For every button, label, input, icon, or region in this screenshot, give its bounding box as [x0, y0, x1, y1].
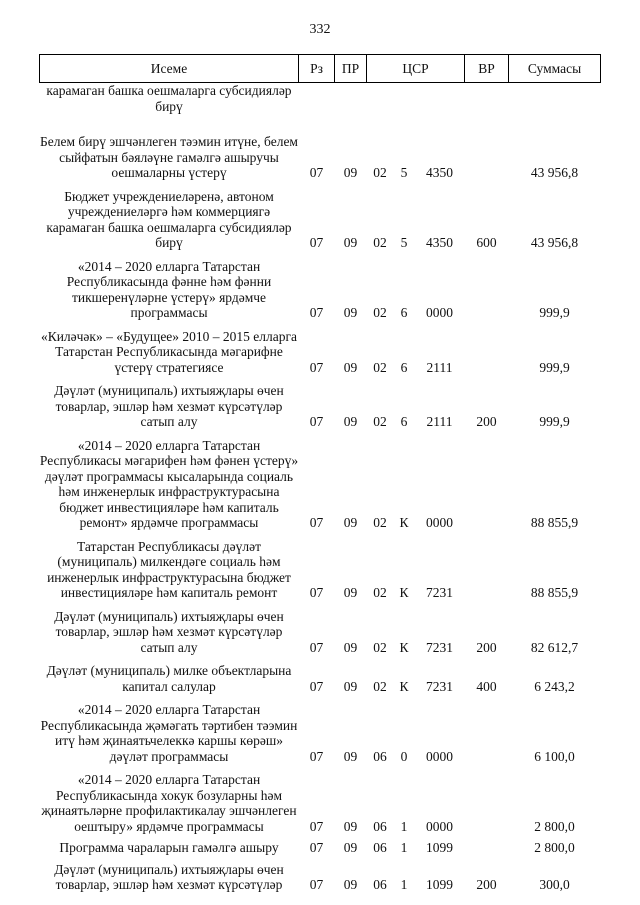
header-name: Исеме: [40, 55, 299, 83]
cell-pr: 09: [343, 165, 358, 180]
cell-name: [40, 834, 299, 856]
row-description: Дәүләт (муниципаль) милке объектларына капитал салулар: [46, 663, 292, 694]
table-header: [40, 55, 601, 83]
cell-sum: [509, 83, 601, 115]
row-description: Дәүләт (муниципаль) ихтыяҗлары өчен товарлар, эшләр һәм хезмәт күрсәтүләр: [54, 861, 284, 892]
cell-csr-part-1: 02: [373, 165, 387, 180]
cell-csr-code: 4350: [426, 165, 454, 180]
cell-csr-code: 7231: [426, 678, 454, 694]
cell-rz: 07: [309, 678, 324, 694]
cell-csr-part-1: 06: [373, 840, 387, 855]
row-description: карамаган башка оешмаларга субсидияләр бирү: [46, 83, 292, 114]
cell-rz: 07: [309, 165, 324, 180]
cell-name: [40, 114, 299, 181]
cell-name: [40, 856, 299, 893]
cell-csr-part-1: [367, 83, 394, 115]
cell-vr: [465, 321, 509, 376]
table-row: [40, 251, 601, 321]
cell-pr: 09: [343, 359, 358, 375]
cell-csr-part-2: 1: [400, 818, 408, 834]
table-row: [40, 694, 601, 764]
cell-name: [40, 655, 299, 694]
cell-rz: 07: [309, 305, 324, 320]
cell-csr-part-2: [394, 83, 415, 115]
cell-vr: [465, 114, 509, 181]
cell-csr-part-2: 6: [400, 359, 408, 375]
cell-csr-part-1: 02: [373, 305, 387, 320]
header-rz: Рз: [299, 55, 335, 83]
cell-sum: 88 855,9: [530, 585, 579, 600]
cell-pr: [335, 83, 367, 115]
cell-csr-part-2: 0: [400, 748, 408, 764]
cell-csr-part-1: 02: [373, 359, 387, 375]
cell-name: [40, 83, 299, 115]
cell-sum: 2 800,0: [534, 840, 575, 855]
table-row: [40, 430, 601, 531]
cell-vr: [465, 834, 509, 856]
cell-pr: 09: [343, 877, 358, 892]
row-description: «2014 – 2020 елларга Татарстан Республикасында фәнне һәм фәнни тикшеренүләрне үстерү» ярдәмче программасы: [66, 258, 272, 320]
cell-vr: [465, 694, 509, 764]
cell-vr: 200: [476, 414, 497, 429]
cell-csr-part-1: 06: [373, 877, 387, 892]
cell-csr-part-2: К: [399, 515, 409, 530]
cell-csr-part-2: К: [399, 678, 409, 694]
row-description: «2014 – 2020 елларга Татарстан Республикасында җәмәгать тәртибен тәэмин итү һәм җинаятьчелеккә каршы көрәш» дәүләт программасы: [40, 702, 298, 764]
cell-rz: 07: [309, 877, 324, 892]
cell-csr-code: [415, 83, 465, 115]
cell-sum: 43 956,8: [530, 235, 579, 250]
cell-pr: 09: [343, 305, 358, 320]
cell-csr-part-2: К: [399, 639, 409, 655]
cell-csr-code: 4350: [426, 235, 454, 250]
cell-csr-code: 2111: [426, 359, 453, 375]
cell-rz: 07: [309, 515, 324, 530]
cell-vr: 600: [476, 235, 497, 250]
row-description: Белем бирү эшчәнлеген тәэмин итүне, белем сыйфатын бәяләүне гамәлгә ашыручы оешмаларны үстерү: [40, 134, 298, 180]
cell-csr-code: 0000: [426, 818, 454, 834]
cell-rz: [299, 83, 335, 115]
table-row: [40, 531, 601, 601]
cell-csr-part-1: 02: [373, 639, 387, 655]
cell-rz: 07: [309, 235, 324, 250]
table-row: [40, 321, 601, 376]
row-description: Татарстан Республикасы дәүләт (муниципаль) милкендәге социаль һәм инженерлык инфраструктурасына бюджет инвестицияләре һәм капиталь ремонт: [47, 538, 291, 600]
cell-sum: 82 612,7: [530, 639, 579, 655]
cell-csr-part-1: 02: [373, 235, 387, 250]
cell-csr-code: 7231: [426, 585, 454, 600]
cell-sum: 300,0: [539, 877, 570, 892]
cell-name: [40, 764, 299, 834]
cell-csr-part-1: 02: [373, 515, 387, 530]
cell-sum: 999,9: [539, 305, 570, 320]
cell-rz: 07: [309, 840, 324, 855]
cell-csr-part-2: 6: [400, 414, 408, 429]
cell-csr-code: 7231: [426, 639, 454, 655]
row-description: «2014 – 2020 елларга Татарстан Республикасында хокук бозуларны һәм җинаятьләрне профилактикалау эшчәнлеген оештыру» ярдәмче программасы: [41, 772, 297, 834]
cell-name: [40, 601, 299, 656]
cell-vr: 200: [476, 639, 497, 655]
cell-pr: 09: [343, 639, 358, 655]
cell-sum: 2 800,0: [534, 818, 575, 834]
cell-csr-code: 0000: [426, 748, 454, 764]
cell-name: [40, 694, 299, 764]
cell-csr-part-2: 5: [400, 165, 408, 180]
cell-name: [40, 181, 299, 251]
cell-vr: [465, 251, 509, 321]
cell-name: [40, 531, 299, 601]
row-description: «2014 – 2020 елларга Татарстан Республикасы мәгарифен һәм фәнен үстерү» дәүләт программасы кысаларында социаль һәм инженерлык инфраструктурасына бюджет инвестицияләре һәм капиталь ремонт» ярдәмче программасы: [39, 437, 299, 530]
cell-csr-part-1: 06: [373, 748, 387, 764]
cell-pr: 09: [343, 678, 358, 694]
row-description: Программа чараларын гамәлгә ашыру: [59, 840, 279, 855]
cell-name: [40, 430, 299, 531]
cell-sum: 999,9: [539, 359, 570, 375]
table-row: [40, 601, 601, 656]
cell-csr-part-1: 06: [373, 818, 387, 834]
cell-sum: 6 243,2: [534, 678, 575, 694]
table-row: [40, 114, 601, 181]
cell-csr-part-2: К: [399, 585, 409, 600]
cell-name: [40, 251, 299, 321]
table-row: [40, 375, 601, 430]
cell-csr-code: 0000: [426, 305, 454, 320]
cell-pr: 09: [343, 840, 358, 855]
cell-rz: 07: [309, 585, 324, 600]
cell-csr-code: 2111: [426, 414, 453, 429]
cell-rz: 07: [309, 414, 324, 429]
cell-csr-code: 1099: [426, 840, 454, 855]
row-description: «Киләчәк» – «Будущее» 2010 – 2015 елларга Татарстан Республикасында мәгарифне үстерү стратегиясе: [40, 328, 298, 375]
cell-vr: [465, 764, 509, 834]
cell-pr: 09: [343, 515, 358, 530]
cell-rz: 07: [309, 748, 324, 764]
cell-csr-part-2: 1: [400, 840, 408, 855]
cell-pr: 09: [343, 414, 358, 429]
cell-vr: 200: [476, 877, 497, 892]
cell-pr: 09: [343, 748, 358, 764]
cell-rz: 07: [309, 818, 324, 834]
cell-sum: 43 956,8: [530, 165, 579, 180]
header-vr: ВР: [465, 55, 509, 83]
table-row: [40, 83, 601, 115]
cell-name: [40, 375, 299, 430]
cell-csr-part-1: 02: [373, 678, 387, 694]
page-number: 332: [309, 22, 331, 37]
table-row: [40, 764, 601, 834]
cell-csr-code: 0000: [426, 515, 454, 530]
cell-pr: 09: [343, 235, 358, 250]
cell-vr: [465, 430, 509, 531]
cell-csr-part-2: 5: [400, 235, 408, 250]
cell-csr-part-1: 02: [373, 414, 387, 429]
row-description: Дәүләт (муниципаль) ихтыяҗлары өчен товарлар, эшләр һәм хезмәт күрсәтүләр сатып алу: [54, 608, 284, 655]
row-description: Бюджет учреждениеләренә, автоном учреждениеләргә һәм коммерциягә карамаган башка оешмаларга субсидияләр бирү: [46, 188, 292, 250]
cell-rz: 07: [309, 359, 324, 375]
cell-csr-part-2: 6: [400, 305, 408, 320]
cell-sum: 6 100,0: [534, 748, 575, 764]
cell-pr: 09: [343, 818, 358, 834]
table-body: [40, 83, 601, 893]
cell-vr: [465, 531, 509, 601]
cell-vr: [465, 83, 509, 115]
table-row: [40, 181, 601, 251]
cell-csr-part-2: 1: [400, 877, 408, 892]
cell-sum: 88 855,9: [530, 515, 579, 530]
row-description: Дәүләт (муниципаль) ихтыяҗлары өчен товарлар, эшләр һәм хезмәт күрсәтүләр сатып алу: [54, 383, 284, 429]
header-sum: Суммасы: [509, 55, 601, 83]
table-row: [40, 856, 601, 893]
cell-name: [40, 321, 299, 376]
cell-vr: 400: [476, 678, 497, 694]
cell-csr-code: 1099: [426, 877, 454, 892]
budget-table: [39, 54, 601, 893]
table-row: [40, 655, 601, 694]
cell-sum: 999,9: [539, 414, 570, 429]
cell-rz: 07: [309, 639, 324, 655]
header-csr: ЦСР: [367, 55, 465, 83]
cell-csr-part-1: 02: [373, 585, 387, 600]
cell-pr: 09: [343, 585, 358, 600]
table-row: [40, 834, 601, 856]
header-pr: ПР: [335, 55, 367, 83]
